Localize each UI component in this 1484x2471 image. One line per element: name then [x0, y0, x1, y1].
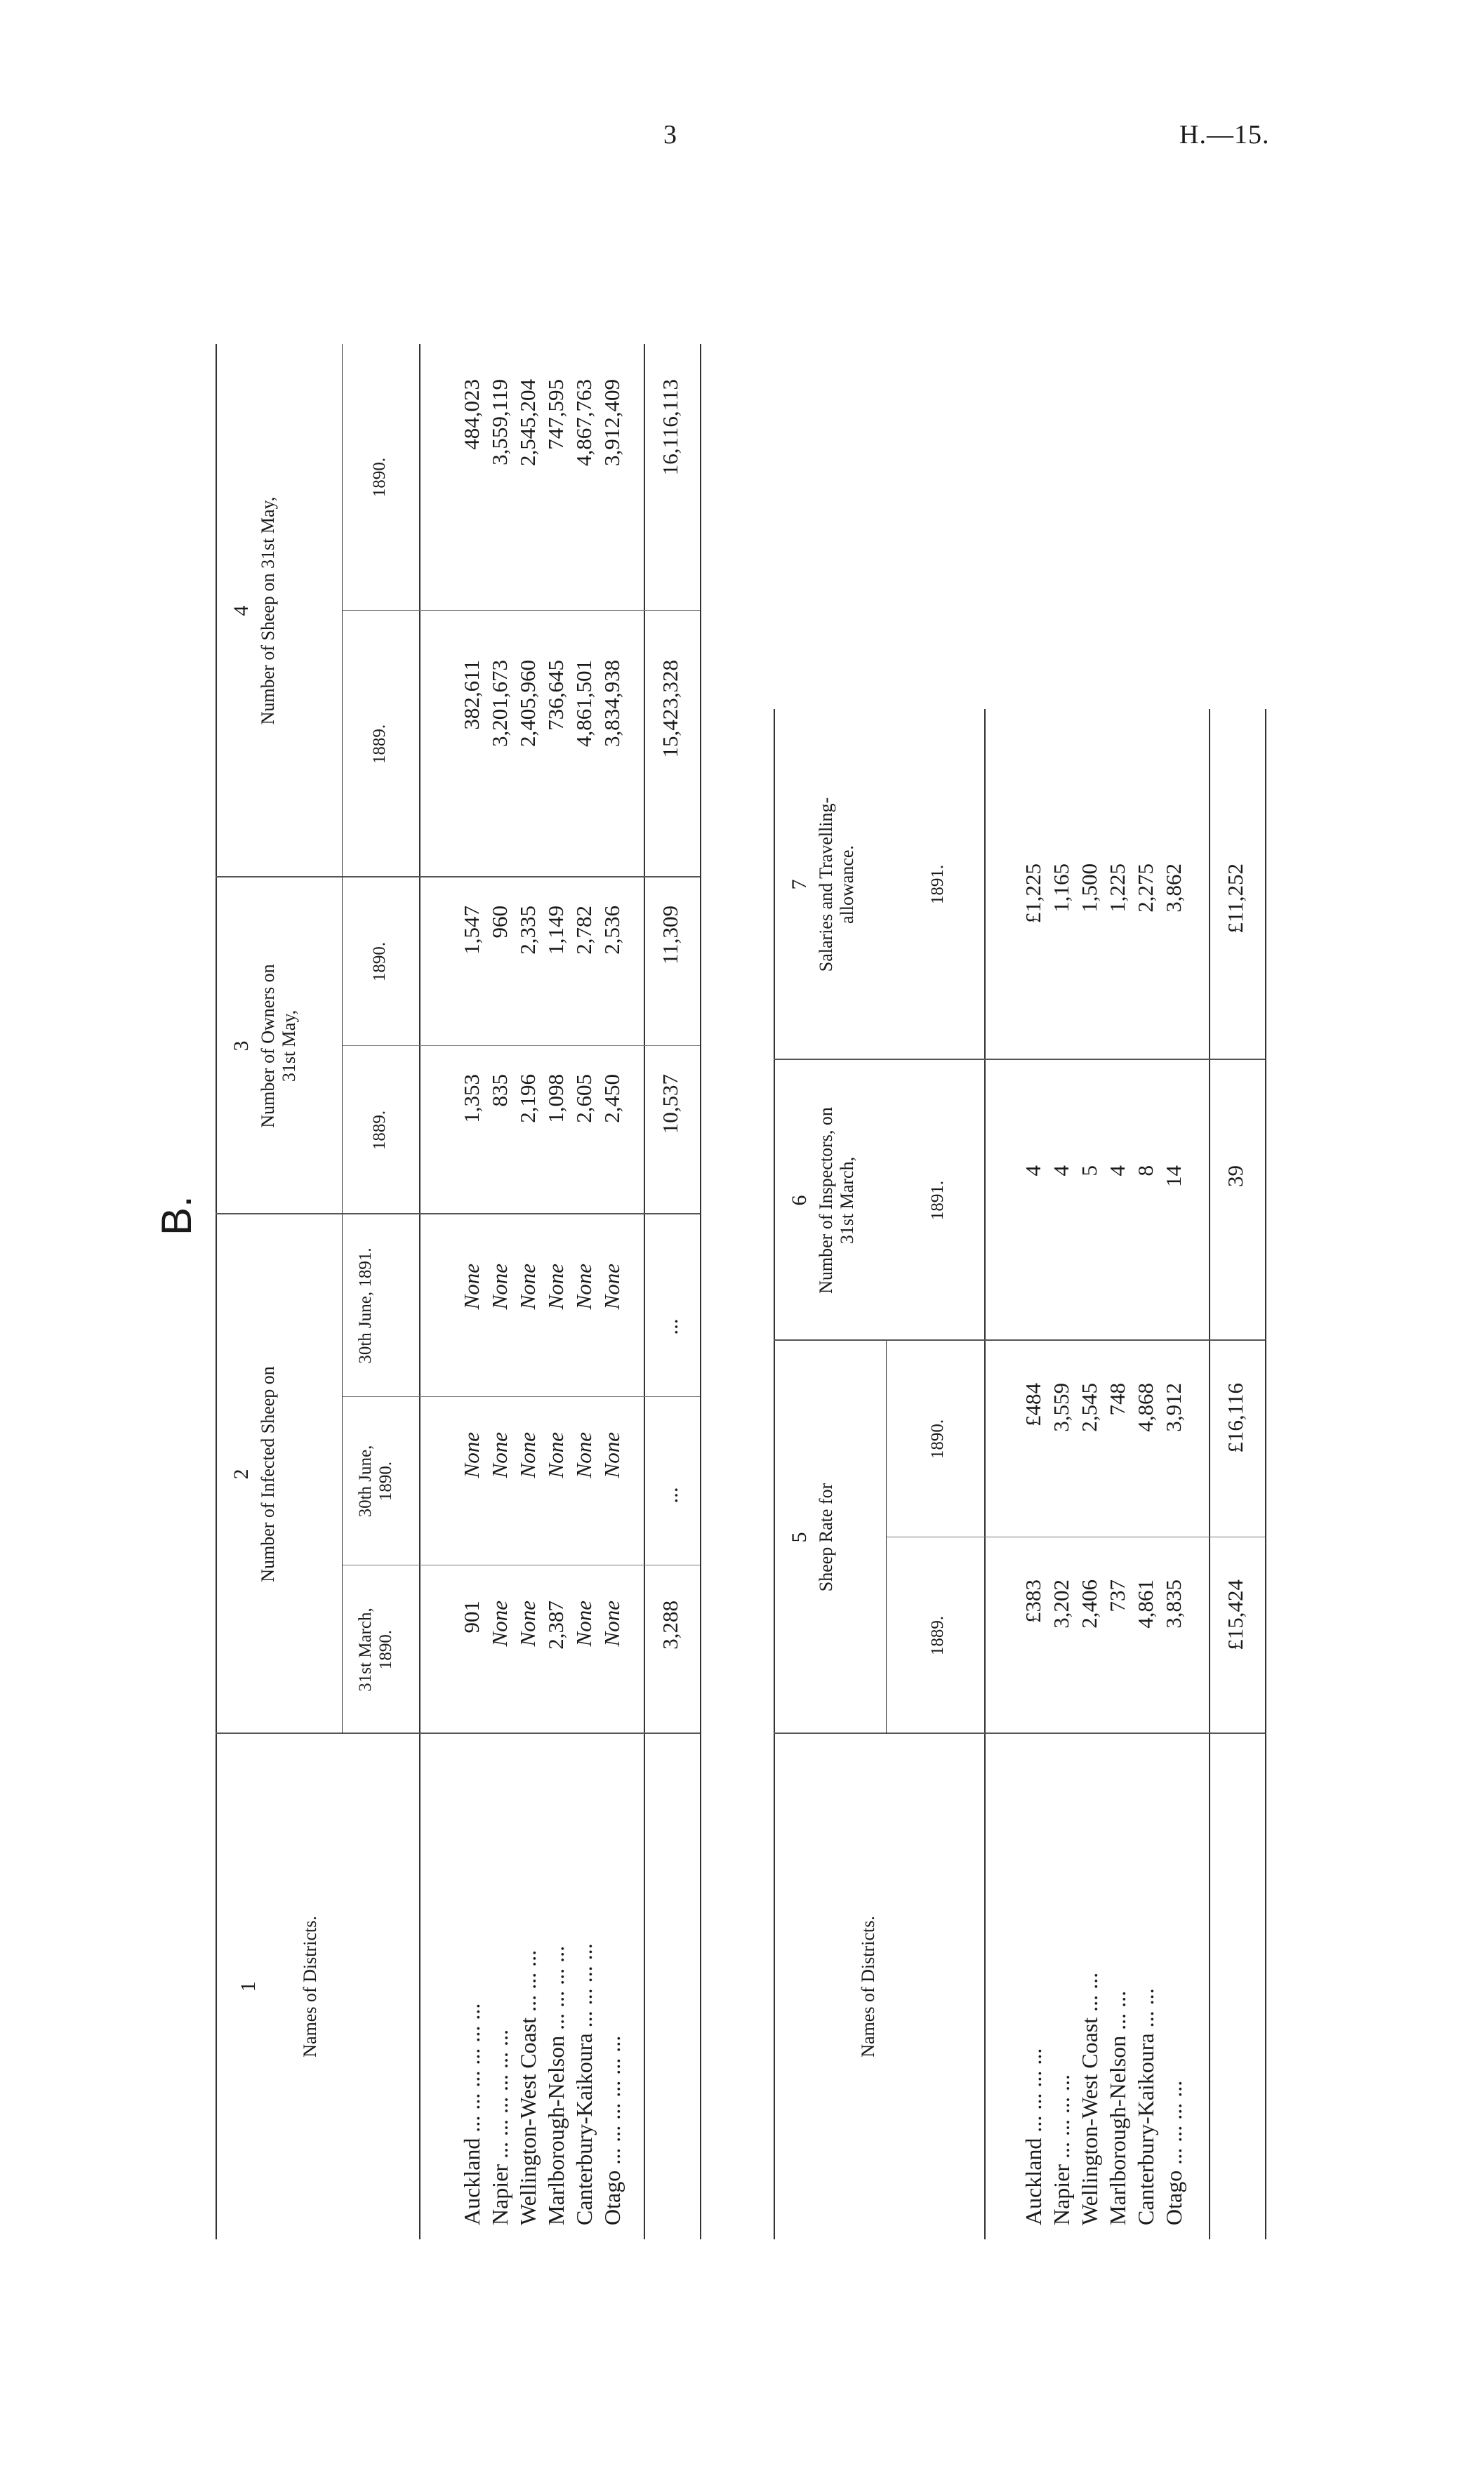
infected-value: None [543, 1264, 568, 1310]
sheep-value: 4,867,763 [571, 379, 596, 466]
col-divider [216, 1733, 700, 1734]
sheep-1889-column [458, 660, 626, 870]
rule [644, 344, 645, 2239]
col-header-districts: Names of Districts. [300, 1916, 320, 2058]
rule [774, 709, 775, 2239]
total-infected-jun91: ... [658, 1318, 682, 1335]
district-name: Canterbury-Kaikoura ... ... [1133, 1988, 1158, 2225]
infected-jun90-column [458, 1432, 626, 1558]
sheep-value: 382,611 [459, 660, 484, 730]
district-name: Otago ... ... ... ... [1161, 2080, 1186, 2225]
rate-value: 3,912 [1161, 1383, 1186, 1432]
rule [216, 344, 217, 2239]
owners-value: 1,353 [459, 1074, 484, 1123]
rate-value: 748 [1105, 1383, 1129, 1416]
sub-header-jun90: 30th June, 1890. [356, 1445, 395, 1518]
rate-1890-column [1019, 1383, 1188, 1523]
col-divider [774, 1059, 1265, 1060]
owners-value: 2,536 [599, 906, 624, 955]
col-divider [342, 610, 700, 611]
sub-header-owners-1890: 1890. [370, 941, 389, 982]
total-sheep-1890: 16,116,113 [658, 379, 682, 476]
col-header-infected: Number of Infected Sheep on [258, 1366, 278, 1582]
inspectors-value: 14 [1161, 1165, 1186, 1187]
col-number-5: 5 [788, 1532, 811, 1543]
sub-header-inspectors-1891: 1891. [928, 1180, 947, 1221]
total-sheep-1889: 15,423,328 [658, 660, 682, 758]
rule [1265, 709, 1266, 2239]
col-number-7: 7 [788, 879, 811, 890]
salary-value: 1,225 [1105, 863, 1129, 913]
owners-value: 2,196 [515, 1074, 540, 1123]
sheep-value: 3,912,409 [599, 379, 624, 466]
inspectors-value: 4 [1049, 1165, 1073, 1177]
sheep-value: 736,645 [543, 660, 568, 731]
owners-value: 960 [487, 906, 512, 939]
col-header-inspectors: Number of Inspectors, on 31st March, [816, 1107, 857, 1294]
col-divider [342, 1045, 700, 1046]
col-header-owners: Number of Owners on 31st May, [258, 964, 299, 1128]
col-number-1: 1 [237, 1981, 260, 1992]
infected-value: None [599, 1264, 624, 1310]
district-name: Napier ... ... ... ... [1049, 2074, 1074, 2225]
owners-1890-column [458, 906, 626, 1039]
sub-header-jun91: 30th June, 1891. [356, 1247, 375, 1364]
district-name: Canterbury-Kaikoura ... ... ... ... [571, 1943, 597, 2225]
infected-value: None [487, 1264, 512, 1310]
salary-value: 1,500 [1077, 863, 1101, 913]
col-number-6: 6 [788, 1195, 811, 1206]
salary-value: 1,165 [1049, 863, 1073, 913]
infected-value: None [543, 1432, 568, 1478]
rate-value: 3,559 [1049, 1383, 1073, 1432]
rate-value: £383 [1021, 1579, 1045, 1623]
col-divider [342, 1396, 700, 1397]
rule [342, 344, 343, 1734]
sub-header-mar90: 31st March, 1890. [356, 1608, 395, 1692]
district-name: Marlborough-Nelson ... ... [1105, 1990, 1130, 2225]
total-owners-1889: 10,537 [658, 1074, 682, 1134]
salary-value: 3,862 [1161, 863, 1186, 913]
infected-mar90-column [458, 1601, 626, 1727]
col-divider [216, 1213, 700, 1214]
rate-value: 2,545 [1077, 1383, 1101, 1432]
district-name: Wellington-West Coast ... ... ... [515, 1949, 541, 2225]
sheep-value: 3,201,673 [487, 660, 512, 747]
district-name: Wellington-West Coast ... ... [1077, 1972, 1102, 2225]
infected-value: 901 [459, 1601, 484, 1634]
sheep-1890-column [458, 379, 626, 604]
page-number: 3 [663, 120, 677, 150]
infected-value: None [515, 1264, 540, 1310]
infected-value: None [459, 1264, 484, 1310]
col-number-2: 2 [230, 1469, 253, 1480]
infected-value: None [599, 1601, 624, 1647]
sheep-value: 3,559,119 [487, 379, 512, 465]
rate-value: 4,868 [1133, 1383, 1158, 1432]
rule [419, 344, 420, 2239]
salaries-1891-column [1019, 863, 1188, 1046]
col-header-salaries: Salaries and Travelling-allowance. [816, 797, 857, 972]
district-name: Auckland ... ... ... ... ... ... [459, 2003, 484, 2225]
sub-header-sheep-1890: 1890. [370, 457, 389, 498]
owners-value: 1,098 [543, 1074, 568, 1123]
sub-header-rate-1889: 1889. [928, 1615, 947, 1656]
salary-value: £1,225 [1021, 863, 1045, 924]
sheep-value: 747,595 [543, 379, 568, 450]
owners-value: 1,547 [459, 906, 484, 955]
owners-1889-column [458, 1074, 626, 1207]
total-inspectors-1891: 39 [1223, 1165, 1247, 1187]
total-rate-1889: £15,424 [1223, 1579, 1247, 1650]
rule [886, 1341, 887, 1734]
owners-value: 2,450 [599, 1074, 624, 1123]
table-c [774, 274, 1293, 2239]
districts-column [458, 1741, 626, 2225]
total-infected-mar90: 3,288 [658, 1601, 682, 1650]
total-infected-jun90: ... [658, 1487, 682, 1504]
infected-value: None [515, 1432, 540, 1478]
col-divider [216, 876, 700, 877]
infected-value: 2,387 [543, 1601, 568, 1650]
total-rate-1890: £16,116 [1223, 1383, 1247, 1453]
rule [1209, 709, 1210, 2239]
infected-value: None [571, 1432, 596, 1478]
inspectors-value: 8 [1133, 1165, 1158, 1177]
rate-value: 3,202 [1049, 1579, 1073, 1629]
district-name: Otago ... ... ... ... ... ... [599, 2035, 625, 2225]
infected-value: None [487, 1601, 512, 1647]
infected-value: None [599, 1432, 624, 1478]
sheep-value: 3,834,938 [599, 660, 624, 747]
salary-value: 2,275 [1133, 863, 1158, 913]
sub-header-owners-1889: 1889. [370, 1110, 389, 1151]
sheep-value: 484,023 [459, 379, 484, 450]
inspectors-value: 4 [1021, 1165, 1045, 1177]
sub-header-salaries-1891: 1891. [928, 864, 947, 905]
total-owners-1890: 11,309 [658, 906, 682, 965]
infected-value: None [515, 1601, 540, 1647]
sheep-value: 2,545,204 [515, 379, 540, 466]
col-header-sheep: Number of Sheep on 31st May, [258, 496, 278, 725]
rate-value: 2,406 [1077, 1579, 1101, 1629]
sub-header-sheep-1889: 1889. [370, 724, 389, 764]
col-divider [774, 1733, 1265, 1734]
table-b [216, 274, 735, 2239]
district-name: Marlborough-Nelson ... ... ... ... [543, 1945, 569, 2225]
owners-value: 2,335 [515, 906, 540, 955]
rate-value: 3,835 [1161, 1579, 1186, 1629]
rule [700, 344, 701, 2239]
rate-value: 4,861 [1133, 1579, 1158, 1629]
owners-value: 2,782 [571, 906, 596, 955]
col-number-4: 4 [230, 605, 253, 616]
rate-value: 737 [1105, 1579, 1129, 1612]
rule [984, 709, 986, 2239]
infected-value: None [459, 1432, 484, 1478]
district-name: Napier ... ... ... ... ... ... [487, 2029, 512, 2225]
sub-header-rate-1890: 1890. [928, 1419, 947, 1459]
appendix-label: B. [153, 1195, 200, 1236]
sheep-value: 2,405,960 [515, 660, 540, 747]
inspectors-value: 4 [1105, 1165, 1129, 1177]
infected-value: None [487, 1432, 512, 1478]
col-header-sheep-rate: Sheep Rate for [816, 1483, 836, 1592]
infected-jun91-column [458, 1264, 626, 1390]
infected-value: None [571, 1264, 596, 1310]
sheep-value: 4,861,501 [571, 660, 596, 747]
infected-value: None [571, 1601, 596, 1647]
rate-value: £484 [1021, 1383, 1045, 1426]
rate-1889-column [1019, 1579, 1188, 1720]
rotated-document-body [153, 204, 1325, 2310]
districts-column [1019, 1741, 1188, 2225]
owners-value: 2,605 [571, 1074, 596, 1123]
col-number-3: 3 [230, 1040, 253, 1052]
district-name: Auckland ... ... ... ... [1021, 2048, 1046, 2225]
inspectors-value: 5 [1077, 1165, 1101, 1177]
owners-value: 1,149 [543, 906, 568, 955]
total-salaries-1891: £11,252 [1223, 863, 1247, 934]
col-header-districts: Names of Districts. [858, 1916, 878, 2058]
inspectors-1891-column [1019, 1165, 1188, 1327]
owners-value: 835 [487, 1074, 512, 1107]
col-divider [774, 1339, 1265, 1341]
series-code: H.—15. [1179, 120, 1270, 150]
